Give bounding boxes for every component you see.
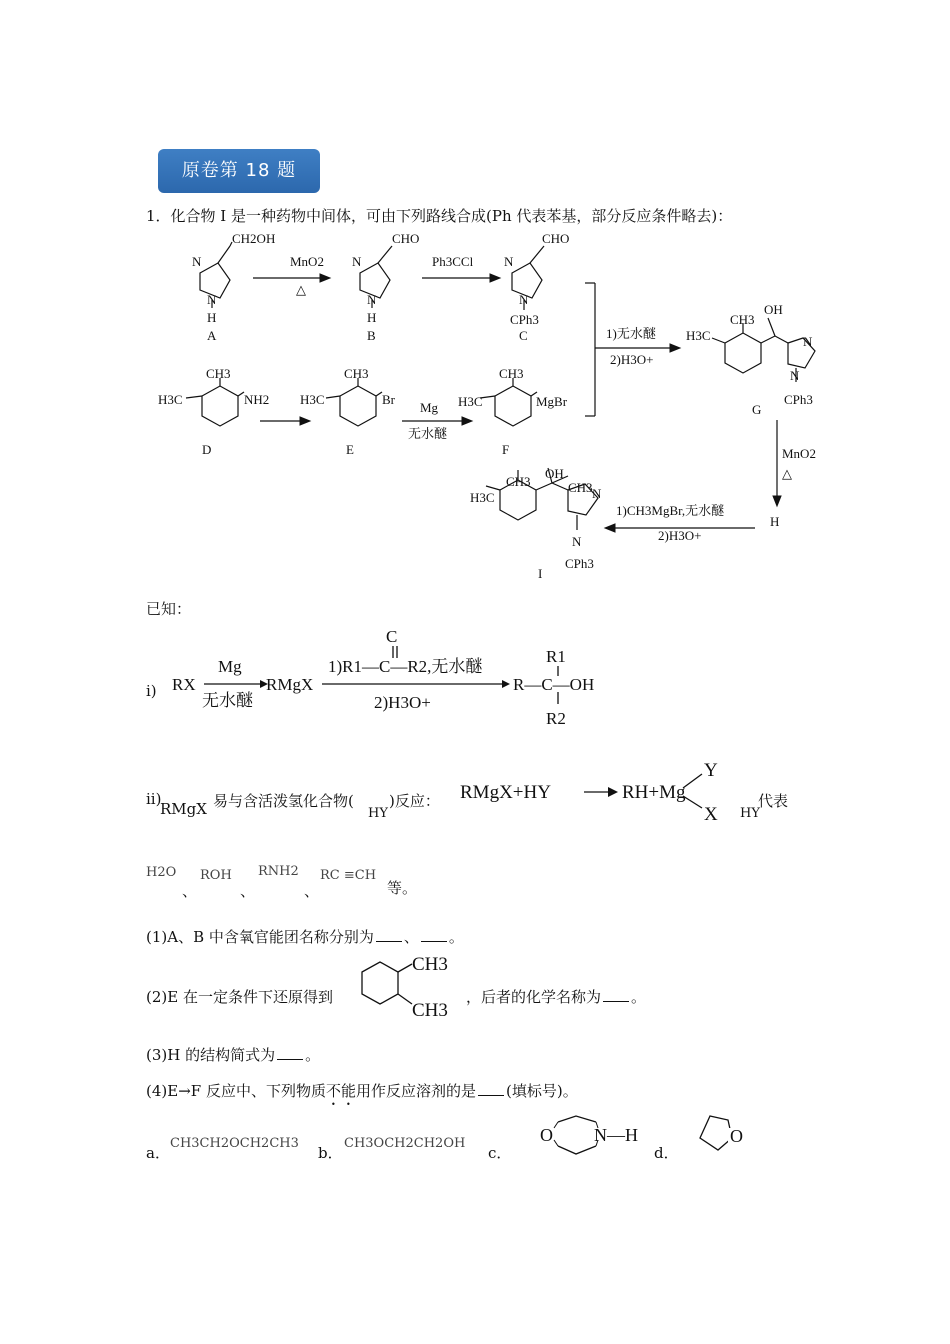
svg-text:CH3: CH3 bbox=[730, 312, 755, 327]
o-xylene-structure bbox=[354, 950, 454, 1022]
svg-text:CHO: CHO bbox=[542, 231, 570, 246]
svg-text:RX: RX bbox=[172, 675, 196, 694]
svg-text:X: X bbox=[704, 804, 718, 825]
svg-text:CPh3: CPh3 bbox=[510, 312, 539, 327]
svg-text:N: N bbox=[803, 334, 813, 349]
svg-text:N: N bbox=[352, 254, 362, 269]
svg-text:CH3: CH3 bbox=[412, 1000, 448, 1021]
svg-text:OH: OH bbox=[764, 302, 783, 317]
svg-text:RH+Mg: RH+Mg bbox=[622, 782, 686, 803]
option-d-label: d． bbox=[654, 1144, 679, 1162]
svg-text:O: O bbox=[730, 1126, 743, 1146]
svg-text:1)CH3MgBr,无水醚: 1)CH3MgBr,无水醚 bbox=[616, 503, 725, 518]
svg-text:N: N bbox=[192, 254, 202, 269]
svg-text:H3C: H3C bbox=[470, 490, 495, 505]
svg-text:H3C: H3C bbox=[458, 394, 483, 409]
known-label: 已知： bbox=[146, 600, 192, 618]
svg-text:H: H bbox=[207, 310, 217, 325]
svg-text:N: N bbox=[367, 292, 377, 307]
svg-text:MnO2: MnO2 bbox=[290, 254, 324, 269]
label-f: F bbox=[502, 442, 510, 457]
svg-text:CH3: CH3 bbox=[344, 366, 369, 381]
svg-text:Ph3CCl: Ph3CCl bbox=[432, 254, 474, 269]
svg-text:Y: Y bbox=[704, 760, 718, 781]
svg-text:Br: Br bbox=[382, 392, 395, 407]
svg-text:H3C: H3C bbox=[158, 392, 183, 407]
ch2oh-label: CH2OH bbox=[232, 231, 276, 246]
svg-text:R—C—OH: R—C—OH bbox=[513, 675, 595, 694]
svg-text:N: N bbox=[519, 292, 529, 307]
svg-text:O: O bbox=[540, 1125, 553, 1145]
svg-text:H: H bbox=[367, 310, 377, 325]
option-a-formula: CH3CH2OCH2CH3 bbox=[170, 1136, 299, 1151]
svg-text:C: C bbox=[386, 627, 398, 646]
label-b: B bbox=[367, 328, 376, 343]
svg-text:无水醚: 无水醚 bbox=[408, 426, 448, 441]
synthesis-scheme bbox=[140, 228, 840, 588]
label-h: H bbox=[770, 514, 780, 529]
svg-text:CH3: CH3 bbox=[506, 474, 531, 489]
question-1: (1)A、B 中含氧官能团名称分别为 、 。 bbox=[146, 928, 464, 946]
svg-text:N: N bbox=[572, 534, 582, 549]
option-a-label: a． bbox=[146, 1144, 170, 1162]
svg-text:△: △ bbox=[782, 466, 792, 481]
svg-text:MnO2: MnO2 bbox=[782, 446, 816, 461]
label-d: D bbox=[202, 442, 212, 457]
svg-text:N: N bbox=[592, 486, 602, 501]
svg-text:2)H3O+: 2)H3O+ bbox=[658, 528, 702, 543]
morpholine-structure bbox=[538, 1112, 638, 1162]
svg-text:H3C: H3C bbox=[686, 328, 711, 343]
svg-text:H3C: H3C bbox=[300, 392, 325, 407]
svg-text:1)无水醚: 1)无水醚 bbox=[606, 326, 656, 341]
svg-text:无水醚: 无水醚 bbox=[202, 691, 253, 710]
svg-text:Mg: Mg bbox=[420, 400, 439, 415]
example-roh: ROH bbox=[200, 868, 232, 883]
svg-text:CH3: CH3 bbox=[206, 366, 231, 381]
example-rnh2: RNH2 bbox=[258, 864, 299, 879]
option-b-formula: CH3OCH2CH2OH bbox=[344, 1136, 466, 1151]
svg-text:CH3: CH3 bbox=[499, 366, 524, 381]
svg-text:Mg: Mg bbox=[218, 657, 242, 676]
svg-text:2)H3O+: 2)H3O+ bbox=[610, 352, 654, 367]
svg-text:N: N bbox=[790, 368, 800, 383]
svg-text:△: △ bbox=[296, 282, 306, 297]
question-2b: ，后者的化学名称为 。 bbox=[466, 988, 647, 1006]
svg-text:RMgX+HY: RMgX+HY bbox=[460, 782, 551, 803]
svg-text:N: N bbox=[504, 254, 514, 269]
option-c-label: c． bbox=[488, 1144, 512, 1162]
label-g: G bbox=[752, 402, 762, 417]
question-stem: 1．化合物 I 是一种药物中间体，可由下列路线合成(Ph 代表苯基，部分反应条件略去)： bbox=[146, 207, 733, 225]
svg-text:CH3: CH3 bbox=[568, 480, 593, 495]
known-ii-equation bbox=[458, 758, 758, 828]
known-i-equation bbox=[168, 624, 628, 734]
example-alkyne: RC ≡CH bbox=[320, 868, 377, 883]
known-i-label: i) bbox=[146, 682, 157, 700]
label-a: A bbox=[207, 328, 217, 343]
option-b-label: b． bbox=[318, 1144, 343, 1162]
svg-text:N—H: N—H bbox=[594, 1125, 638, 1145]
label-i: I bbox=[538, 566, 543, 581]
svg-text:OH: OH bbox=[545, 466, 564, 481]
question-source-badge: 原卷第 18 题 bbox=[158, 149, 320, 193]
svg-text:CPh3: CPh3 bbox=[565, 556, 594, 571]
svg-text:1)R1—C—R2,无水醚: 1)R1—C—R2,无水醚 bbox=[328, 657, 483, 676]
svg-text:NH2: NH2 bbox=[244, 392, 270, 407]
svg-text:CH3: CH3 bbox=[412, 954, 448, 975]
question-4: (4)E→F 反应中、下列物质不能用作反应溶剂的是 (填标号)。 bbox=[146, 1082, 578, 1100]
label-c: C bbox=[519, 328, 528, 343]
example-h2o: H2O bbox=[146, 865, 177, 880]
svg-text:R1: R1 bbox=[546, 647, 566, 666]
svg-text:RMgX: RMgX bbox=[266, 675, 314, 694]
svg-text:R2: R2 bbox=[546, 709, 566, 728]
svg-text:MgBr: MgBr bbox=[536, 394, 568, 409]
question-3: (3)H 的结构简式为 。 bbox=[146, 1046, 321, 1064]
svg-text:CPh3: CPh3 bbox=[784, 392, 813, 407]
svg-text:N: N bbox=[207, 292, 217, 307]
known-ii-label: ii) bbox=[146, 790, 162, 808]
thf-structure bbox=[690, 1110, 760, 1158]
svg-text:2)H3O+: 2)H3O+ bbox=[374, 693, 431, 712]
question-2a: (2)E 在一定条件下还原得到 bbox=[146, 988, 333, 1006]
label-e: E bbox=[346, 442, 354, 457]
svg-text:CHO: CHO bbox=[392, 231, 420, 246]
